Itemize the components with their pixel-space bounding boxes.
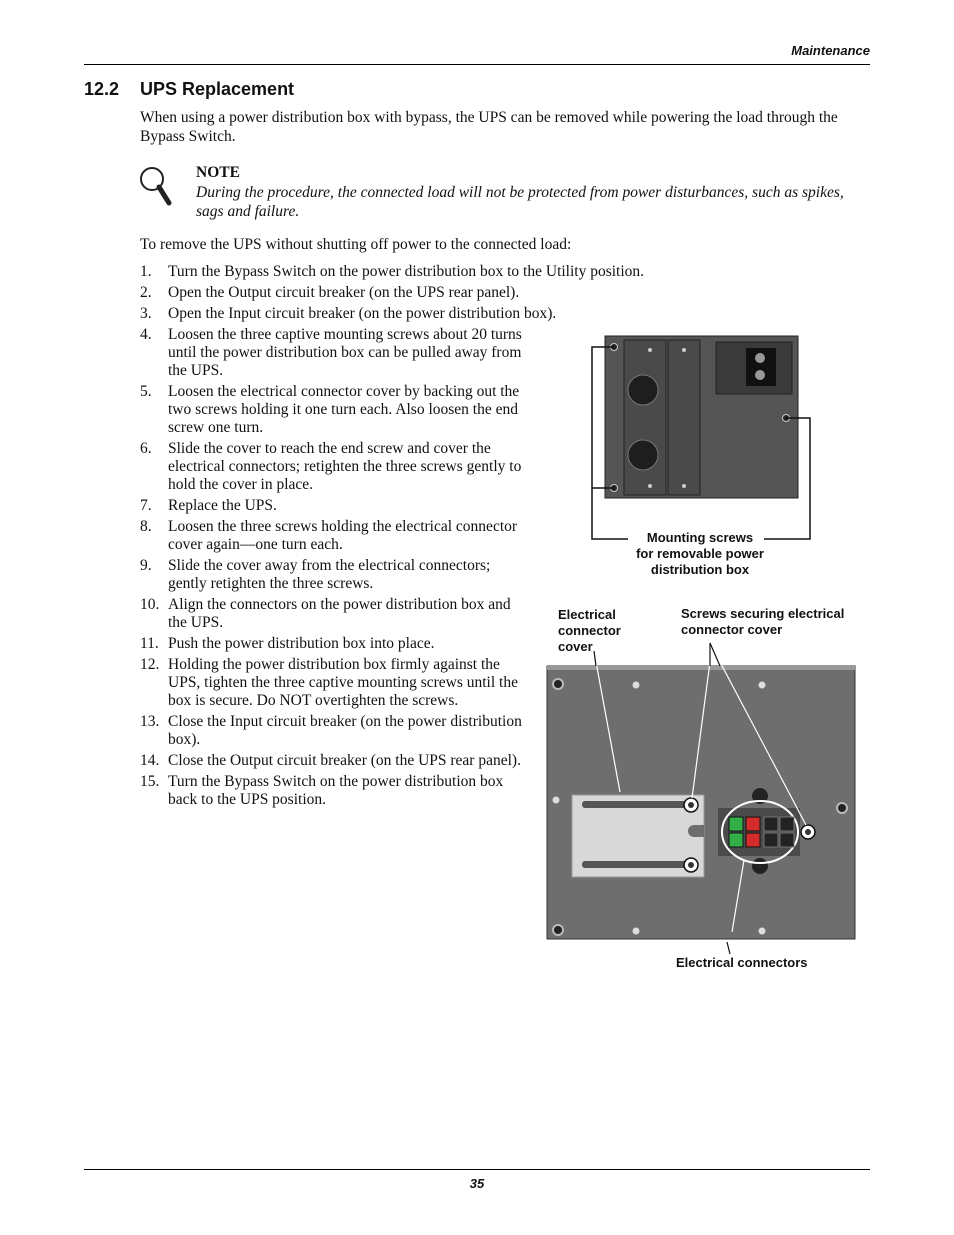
ups-rear-panel-image xyxy=(547,666,855,939)
note-heading: NOTE xyxy=(196,164,240,181)
list-item: 8. Loosen the three screws holding the electrical connector cover again—one turn each. xyxy=(140,518,518,553)
list-item: 4. Loosen the three captive mounting screws about 20 turns until the power distribution box can be pulled away from the UPS. xyxy=(140,326,522,379)
header-rule xyxy=(84,64,870,65)
section-heading xyxy=(84,79,294,100)
list-item: 11. Push the power distribution box into place. xyxy=(140,635,435,652)
magnifier-icon xyxy=(138,165,174,209)
power-distribution-box-image xyxy=(605,336,798,498)
list-item: 2. Open the Output circuit breaker (on the UPS rear panel). xyxy=(140,284,520,301)
list-item: 9. Slide the cover away from the electrical connectors; gently retighten the three screws. xyxy=(140,557,491,592)
section-title: UPS Replacement xyxy=(140,79,295,99)
section-number: 12.2 xyxy=(84,79,120,99)
list-item: 5. Loosen the electrical connector cover by backing out the two screws holding it one turn each. Also loosen the end screw one turn. xyxy=(140,383,520,436)
list-item: 10. Align the connectors on the power distribution box and the UPS. xyxy=(140,596,511,631)
step-list-top xyxy=(140,263,870,326)
intro-paragraph: When using a power distribution box with bypass, the UPS can be removed while powering the load through the Bypass Switch. xyxy=(140,109,838,145)
procedure-lead: To remove the UPS without shutting off power to the connected load: xyxy=(140,236,572,253)
list-item: 15. Turn the Bypass Switch on the power distribution box back to the UPS position. xyxy=(140,773,504,808)
mounting-screws-callout: Mounting screws for removable power distribution box xyxy=(636,530,764,577)
electrical-connectors-callout: Electrical connectors xyxy=(676,955,808,970)
list-item: 14. Close the Output circuit breaker (on the UPS rear panel). xyxy=(140,752,521,769)
step-list xyxy=(140,326,525,812)
page-number: 35 xyxy=(469,1176,485,1191)
list-item: 6. Slide the cover to reach the end screw and cover the electrical connectors; retighten the three screws gently to hold the cover in place. xyxy=(140,440,522,493)
list-item: 12. Holding the power distribution box firmly against the UPS, tighten the three captive mounting screws until the box is secure. Do NOT overtighten the screws. xyxy=(140,656,518,709)
list-item: 1. Turn the Bypass Switch on the power distribution box to the Utility position. xyxy=(140,263,645,280)
running-header: Maintenance xyxy=(791,43,870,58)
connector-cover-callout: Electrical connector cover xyxy=(558,607,621,654)
list-item: 7. Replace the UPS. xyxy=(140,497,277,514)
list-item: 13. Close the Input circuit breaker (on the power distribution box). xyxy=(140,713,522,748)
cover-screws-callout: Screws securing electrical connector cover xyxy=(681,606,845,637)
footer-rule xyxy=(84,1169,870,1170)
list-item: 3. Open the Input circuit breaker (on the power distribution box). xyxy=(140,305,557,322)
note-text: During the procedure, the connected load will not be protected from power disturbances, such as spikes, sags and failure. xyxy=(196,184,844,220)
